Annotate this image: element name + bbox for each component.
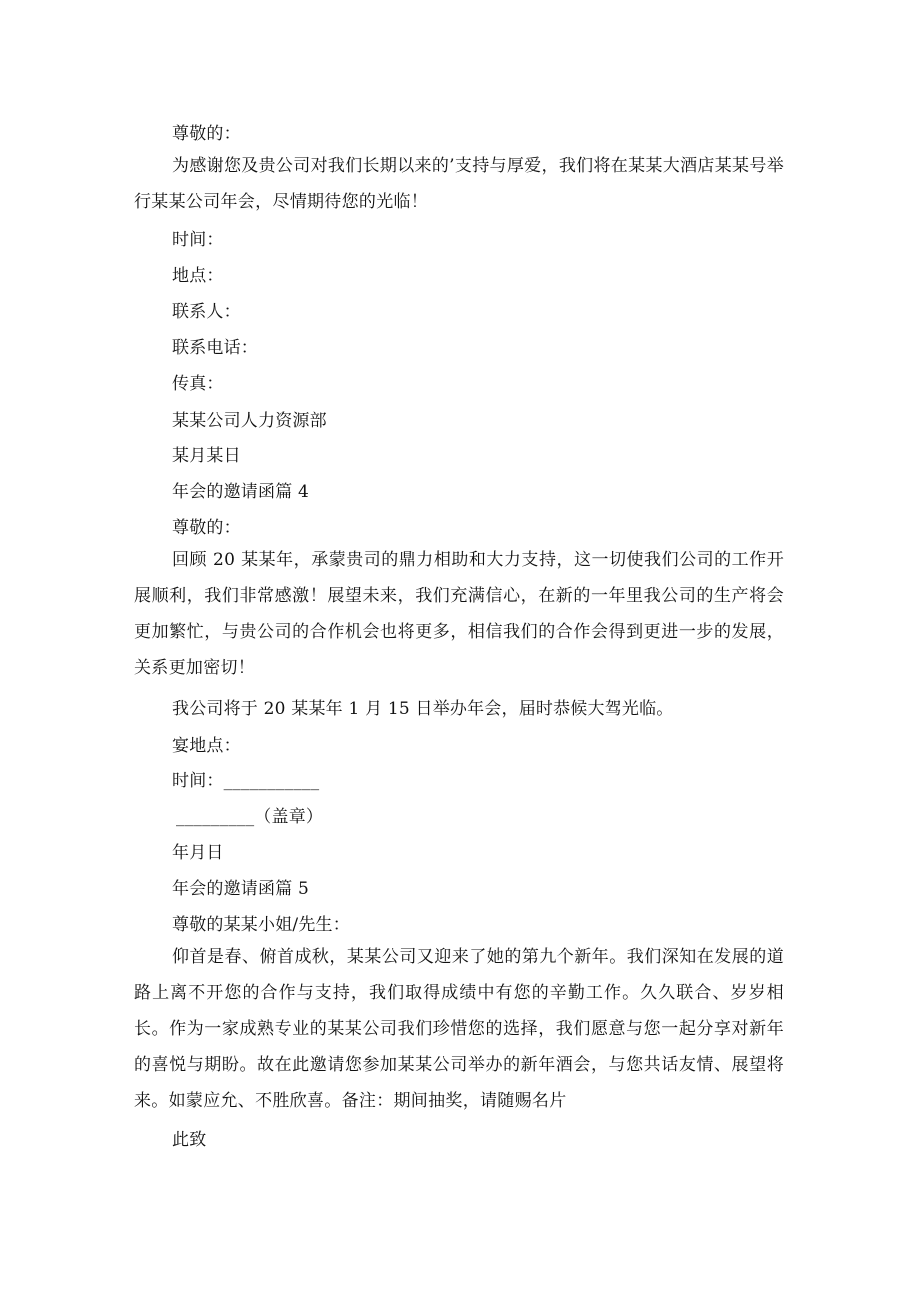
greeting-3: 尊敬的某某小姐/先生： [172, 915, 350, 935]
section-heading-4: 年会的邀请函篇 4 [172, 482, 310, 502]
seal-line: _________（盖章） [176, 807, 324, 827]
fax-label: 传真： [172, 374, 224, 394]
contact-person-label: 联系人： [172, 302, 241, 322]
banquet-location-label: 宴地点： [172, 736, 241, 756]
invitation-paragraph-4: 仰首是春、俯首成秋，某某公司又迎来了她的第九个新年。我们深知在发展的道路上离不开您的合作与支持，我们取得成绩中有您的辛勤工作。久久联合、岁岁相长。作为一家成熟专业的某某公司我们珍惜您的选择，我们愿意与您一起分享对新年的喜悦与期盼。故在此邀请您参加某某公司举办的新年酒会，与您共话友情、展望将来。如蒙应允、不胜欣喜。备注：期间抽奖，请随赐名片 [134, 947, 784, 1111]
time-label-2: 时间：___________ [172, 771, 320, 791]
greeting-2: 尊敬的： [172, 518, 241, 538]
greeting-1: 尊敬的： [172, 124, 241, 144]
date-line-2: 年月日 [172, 843, 224, 863]
time-label-1: 时间： [172, 230, 224, 250]
closing-line: 此致 [172, 1130, 207, 1150]
sender-department: 某某公司人力资源部 [172, 411, 327, 431]
invitation-paragraph-3: 我公司将于 20 某某年 1 月 15 日举办年会，届时恭候大驾光临。 [172, 699, 674, 719]
invitation-paragraph-1: 为感谢您及贵公司对我们长期以来的’支持与厚爱，我们将在某某大酒店某某号举行某某公司年会，尽情期待您的光临！ [134, 156, 784, 212]
section-heading-5: 年会的邀请函篇 5 [172, 879, 310, 899]
location-label: 地点： [172, 266, 224, 286]
date-line-1: 某月某日 [172, 446, 241, 466]
invitation-paragraph-2: 回顾 20 某某年，承蒙贵司的鼎力相助和大力支持，这一切使我们公司的工作开展顺利，我们非常感激！展望未来，我们充满信心，在新的一年里我公司的生产将会更加繁忙，与贵公司的合作机会也将更多，相信我们的合作会得到更进一步的发展，关系更加密切！ [134, 550, 784, 678]
contact-phone-label: 联系电话： [172, 338, 258, 358]
